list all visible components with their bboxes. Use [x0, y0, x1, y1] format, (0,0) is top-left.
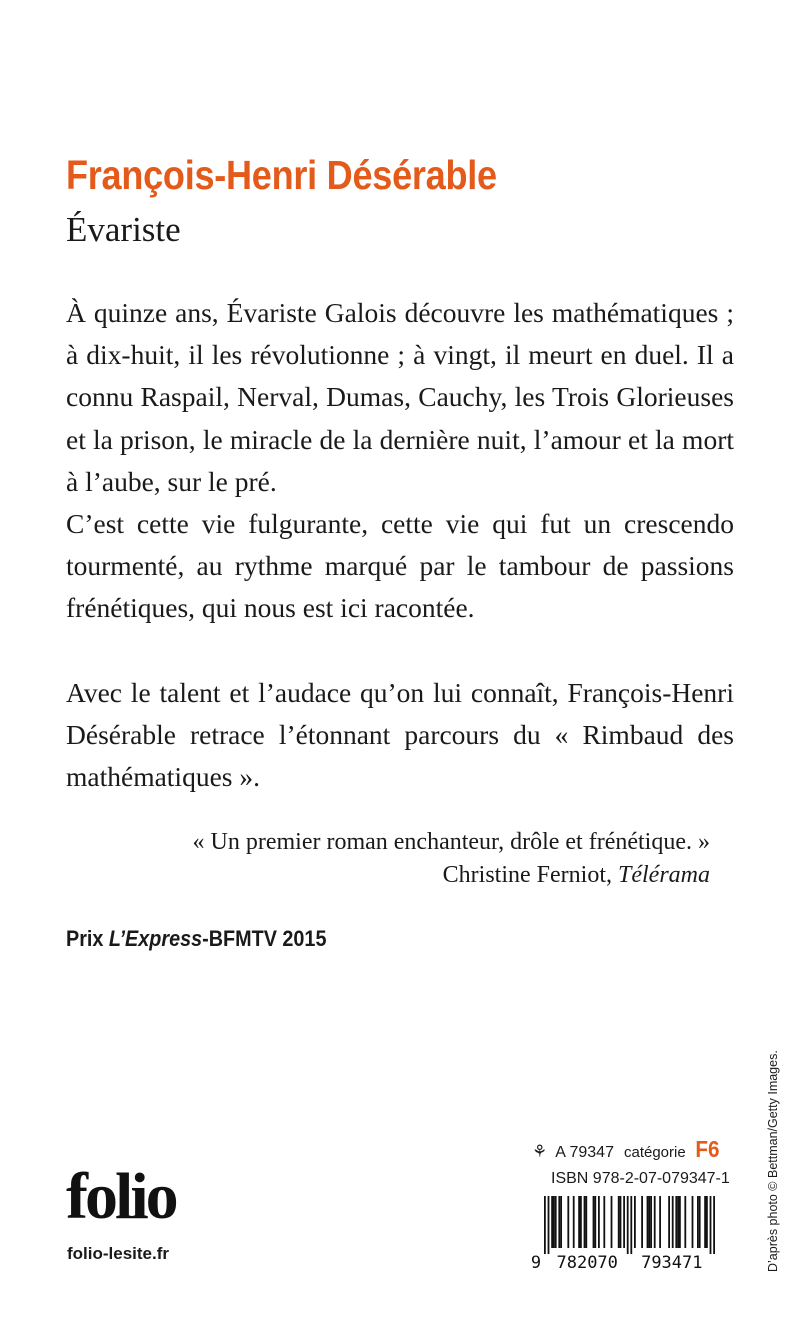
quote-attribution — [193, 859, 711, 892]
barcode-bar — [668, 1196, 670, 1248]
barcode-bar — [551, 1196, 553, 1248]
barcode-bar — [603, 1196, 605, 1248]
barcode-bar — [548, 1196, 550, 1254]
barcode — [528, 1196, 716, 1270]
barcode-bar — [623, 1196, 625, 1248]
prize-line — [66, 926, 326, 952]
barcode-bar — [567, 1196, 569, 1248]
quote-source: Télérama — [618, 862, 710, 888]
barcode-bar — [580, 1196, 582, 1248]
category-label: catégorie — [623, 1144, 686, 1161]
barcode-bar — [627, 1196, 629, 1254]
barcode-bar — [555, 1196, 557, 1248]
folio-logo: folio — [66, 1160, 176, 1233]
barcode-bar — [585, 1196, 587, 1248]
blurb-paragraph-2: C’est cette vie fulgurante, cette vie qui fut un crescendo tourmenté, au rythme marqué par le tambour de passions frénétiques, qui nous est ici racontée. — [66, 508, 734, 624]
isbn-number: ISBN 978-2-07-079347-1 — [551, 1170, 730, 1187]
barcode-bar — [634, 1196, 636, 1248]
reference-number: A 79347 — [555, 1144, 614, 1161]
barcode-bar — [706, 1196, 708, 1248]
barcode-graphic — [528, 1196, 716, 1270]
barcode-bar — [654, 1196, 656, 1248]
barcode-bar — [710, 1196, 712, 1254]
barcode-bar — [618, 1196, 620, 1248]
barcode-bar — [630, 1196, 632, 1254]
barcode-bar — [593, 1196, 595, 1248]
barcode-bar — [677, 1196, 679, 1248]
barcode-bar — [641, 1196, 643, 1248]
publisher-symbol-icon: ⚘ — [532, 1142, 548, 1161]
author-name: François-Henri Désérable — [66, 152, 497, 198]
publisher-website: folio-lesite.fr — [67, 1244, 170, 1263]
barcode-bar — [713, 1196, 715, 1254]
barcode-bar — [672, 1196, 674, 1248]
barcode-digits: 9 — [530, 1253, 542, 1270]
barcode-bar — [611, 1196, 613, 1248]
barcode-bar — [647, 1196, 649, 1248]
category-code: F6 — [695, 1136, 720, 1162]
press-quote — [193, 826, 711, 892]
barcode-bar — [573, 1196, 575, 1248]
barcode-bar — [558, 1196, 560, 1248]
prize-italic: L’Express — [108, 926, 203, 951]
barcode-bar — [675, 1196, 677, 1248]
barcode-bar — [704, 1196, 706, 1248]
barcode-bar — [679, 1196, 681, 1248]
barcode-bar — [620, 1196, 622, 1248]
barcode-bar — [650, 1196, 652, 1248]
barcode-bar — [594, 1196, 596, 1248]
barcode-bar — [697, 1196, 699, 1248]
barcode-digits: 782070 — [556, 1253, 618, 1270]
barcode-bar — [553, 1196, 555, 1248]
barcode-bar — [544, 1196, 546, 1254]
prize-prefix: Prix — [66, 926, 109, 951]
blurb-paragraph-3: Avec le talent et l’audace qu’on lui connaît, François-Henri Désérable retrace l’étonnant parcours du « Rimbaud des mathématiques ». — [66, 677, 734, 793]
blurb-paragraph-1: À quinze ans, Évariste Galois découvre les mathématiques ; à dix-huit, il les révolutionne ; à vingt, il meurt en duel. Il a connu Raspail, Nerval, Dumas, Cauchy, les Trois Glorieuses et la prison, le miracle de la dernière nuit, l’amour et la mort à l’aube, sur le pré. — [66, 297, 734, 497]
prize-suffix: -BFMTV 2015 — [202, 926, 327, 951]
blurb-block-1 — [66, 292, 734, 630]
barcode-bar — [598, 1196, 600, 1248]
barcode-bar — [648, 1196, 650, 1248]
barcode-bar — [560, 1196, 562, 1248]
quote-text: « Un premier roman enchanteur, drôle et frénétique. » — [192, 829, 710, 855]
blurb-block-2 — [66, 672, 734, 799]
barcode-bar — [692, 1196, 694, 1248]
barcode-bar — [684, 1196, 686, 1248]
barcode-digits: 793471 — [641, 1253, 703, 1270]
barcode-bar — [699, 1196, 701, 1248]
photo-credit: D’après photo © Bettman/Getty Images. — [766, 1050, 780, 1272]
barcode-bar — [578, 1196, 580, 1248]
quote-author: Christine Ferniot, — [442, 862, 612, 888]
barcode-bar — [659, 1196, 661, 1248]
barcode-bar — [584, 1196, 586, 1248]
reference-line — [532, 1136, 721, 1163]
book-title: Évariste — [66, 210, 181, 249]
